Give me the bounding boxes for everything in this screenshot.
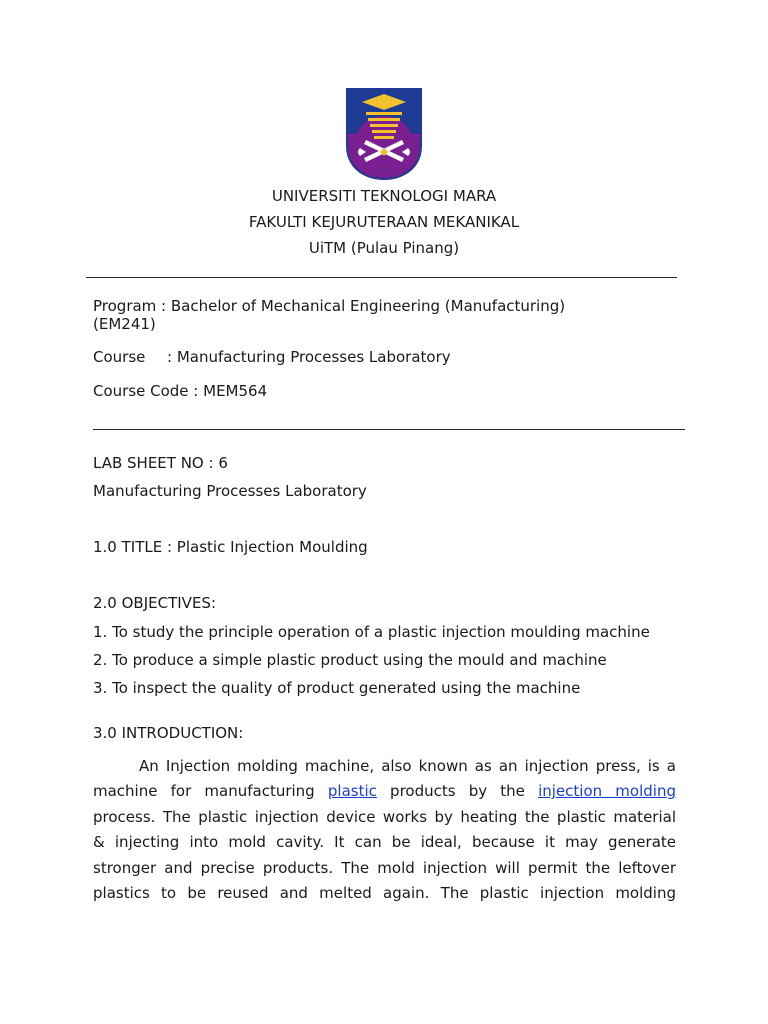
objective-item: 3. To inspect the quality of product generated using the machine <box>93 679 581 697</box>
lab-sheet-number: LAB SHEET NO : 6 <box>93 454 228 472</box>
program-line-1: Program : Bachelor of Mechanical Engineering (Manufacturing) <box>93 297 566 315</box>
university-crest-logo <box>344 86 424 182</box>
campus-name: UiTM (Pulau Pinang) <box>308 239 460 257</box>
objective-item: 1. To study the principle operation of a plastic injection moulding machine <box>93 623 650 641</box>
course-row <box>93 348 451 366</box>
injection-molding-link[interactable]: injection molding <box>538 782 676 801</box>
program-line-2: (EM241) <box>93 315 156 333</box>
objective-item: 2. To produce a simple plastic product using the mould and machine <box>93 651 607 669</box>
lab-title: 1.0 TITLE : Plastic Injection Moulding <box>93 538 368 556</box>
paragraph-line: plastics to be reused and melted again. The plastic injection molding <box>93 883 676 902</box>
paragraph-line: & injecting into mold cavity. It can be ideal, because it may generate <box>93 833 676 852</box>
paragraph-line <box>93 779 676 804</box>
section-divider <box>93 429 685 430</box>
objectives-heading: 2.0 OBJECTIVES: <box>93 594 216 612</box>
paragraph-text: products by the <box>390 782 525 801</box>
faculty-name: FAKULTI KEJURUTERAAN MEKANIKAL <box>248 213 520 231</box>
paragraph-line: stronger and precise products. The mold injection will permit the leftover <box>93 858 676 877</box>
introduction-heading: 3.0 INTRODUCTION: <box>93 724 244 742</box>
plastic-link[interactable]: plastic <box>327 782 377 801</box>
course-label: Course <box>93 348 146 366</box>
header-divider <box>86 277 677 278</box>
paragraph-line: An Injection molding machine, also known as an injection press, is a <box>139 757 676 775</box>
university-name: UNIVERSITI TEKNOLOGI MARA <box>271 187 497 205</box>
lab-name: Manufacturing Processes Laboratory <box>93 482 367 500</box>
introduction-paragraph <box>93 754 676 906</box>
course-code: Course Code : MEM564 <box>93 382 268 400</box>
paragraph-line: process. The plastic injection device works by heating the plastic material <box>93 807 676 826</box>
course-value: : Manufacturing Processes Laboratory <box>167 348 451 366</box>
paragraph-text: machine for manufacturing <box>93 782 315 801</box>
